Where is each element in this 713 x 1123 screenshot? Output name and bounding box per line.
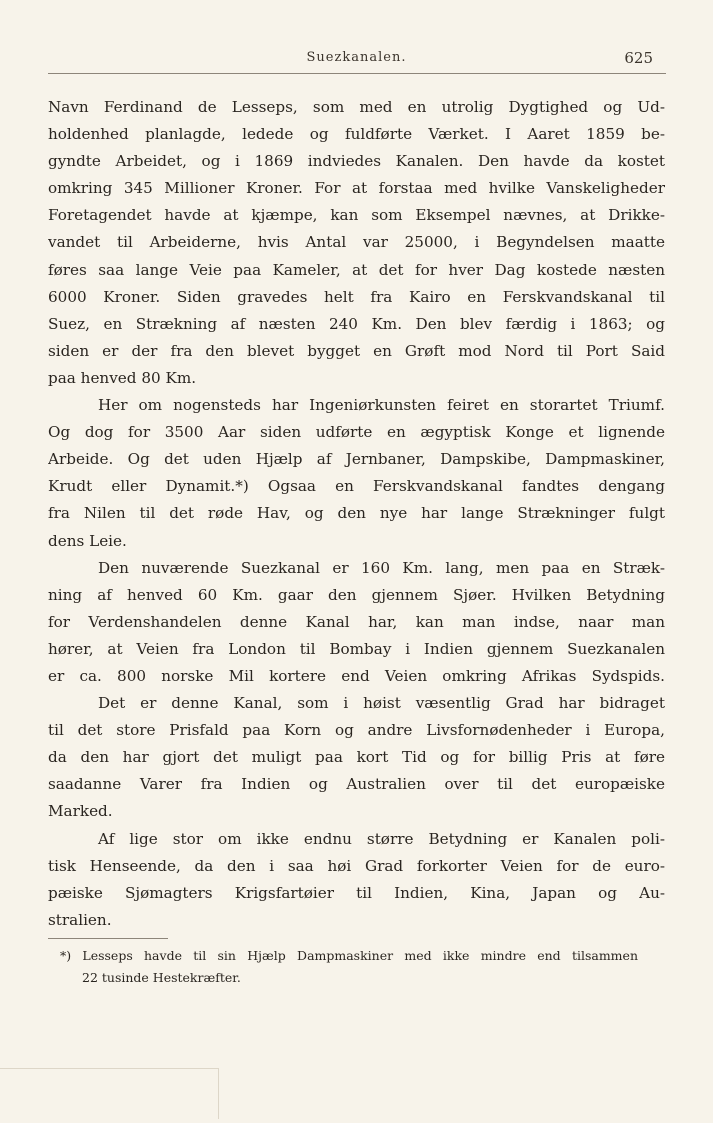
paragraph-1: [48, 94, 665, 392]
text-line: da den har gjort det muligt paa kort Tid og for billig Pris at føre: [48, 748, 665, 767]
text-line: siden er der fra den blevet bygget en Grøft mod Nord til Port Said: [48, 341, 665, 360]
footnote-line: *) Lesseps havde til sin Hjælp Dampmaskiner med ikke mindre end tilsammen: [60, 948, 638, 963]
text-line: Marked.: [48, 802, 113, 821]
text-line: er ca. 800 norske Mil kortere end Veien omkring Afrikas Sydspids.: [48, 666, 665, 685]
footnote-rule: [48, 938, 168, 939]
footnote: [60, 945, 638, 989]
text-line: Den nuværende Suezkanal er 160 Km. lang, men paa en Stræk-: [98, 558, 665, 577]
paragraph-4: [48, 690, 665, 825]
text-line: Navn Ferdinand de Lesseps, som med en utrolig Dygtighed og Ud-: [48, 98, 665, 116]
text-line: omkring 345 Millioner Kroner. For at forstaa med hvilke Vanskeligheder: [48, 179, 665, 198]
text-line: Af lige stor om ikke endnu større Betydning er Kanalen poli-: [98, 829, 665, 848]
text-line: Suez, en Strækning af næsten 240 Km. Den blev færdig i 1863; og: [48, 314, 665, 333]
text-line: fra Nilen til det røde Hav, og den nye har lange Strækninger fulgt: [48, 504, 665, 523]
text-line: paa henved 80 Km.: [48, 368, 197, 387]
running-head: [0, 48, 713, 72]
text-line: dens Leie.: [48, 531, 127, 550]
text-line: hører, at Veien fra London til Bombay i Indien gjennem Suezkanalen: [48, 639, 665, 658]
scan-corner-mark: [0, 1068, 219, 1119]
text-line: pæiske Sjømagters Krigsfartøier til Indien, Kina, Japan og Au-: [48, 883, 665, 902]
text-line: gyndte Arbeidet, og i 1869 indviedes Kanalen. Den havde da kostet: [48, 152, 665, 171]
text-line: føres saa lange Veie paa Kameler, at det for hver Dag kostede næsten: [48, 260, 665, 279]
body-text: [48, 94, 665, 934]
text-line: for Verdenshandelen denne Kanal har, kan man indse, naar man: [48, 612, 665, 631]
header-rule: [48, 73, 666, 74]
text-line: Her om nogensteds har Ingeniørkunsten feiret en storartet Triumf.: [98, 396, 665, 415]
paragraph-3: [48, 555, 665, 690]
paragraph-5: [48, 826, 665, 934]
text-line: stralien.: [48, 910, 112, 929]
text-line: 6000 Kroner. Siden gravedes helt fra Kairo en Ferskvandskanal til: [48, 287, 665, 306]
page-number: 625: [624, 49, 653, 67]
paragraph-2: [48, 392, 665, 555]
text-line: saadanne Varer fra Indien og Australien over til det europæiske: [48, 775, 665, 794]
text-line: til det store Prisfald paa Korn og andre Livsfornødenheder i Europa,: [48, 721, 665, 740]
text-line: Krudt eller Dynamit.*) Ogsaa en Ferskvandskanal fandtes dengang: [48, 477, 665, 496]
text-line: ning af henved 60 Km. gaar den gjennem Sjøer. Hvilken Betydning: [48, 585, 665, 604]
text-line: holdenhed planlagde, ledede og fuldførte Værket. I Aaret 1859 be-: [48, 125, 665, 144]
footnote-line: 22 tusinde Hestekræfter.: [82, 970, 241, 985]
text-line: vandet til Arbeiderne, hvis Antal var 25000, i Begyndelsen maatte: [48, 233, 665, 252]
text-line: Foretagendet havde at kjæmpe, kan som Eksempel nævnes, at Drikke-: [48, 206, 665, 225]
running-title: Suezkanalen.: [306, 50, 407, 65]
text-line: Og dog for 3500 Aar siden udførte en ægyptisk Konge et lignende: [48, 423, 665, 442]
text-line: tisk Henseende, da den i saa høi Grad forkorter Veien for de euro-: [48, 856, 665, 875]
text-line: Det er denne Kanal, som i høist væsentlig Grad har bidraget: [98, 694, 665, 713]
text-line: Arbeide. Og det uden Hjælp af Jernbaner, Dampskibe, Dampmaskiner,: [48, 450, 665, 469]
